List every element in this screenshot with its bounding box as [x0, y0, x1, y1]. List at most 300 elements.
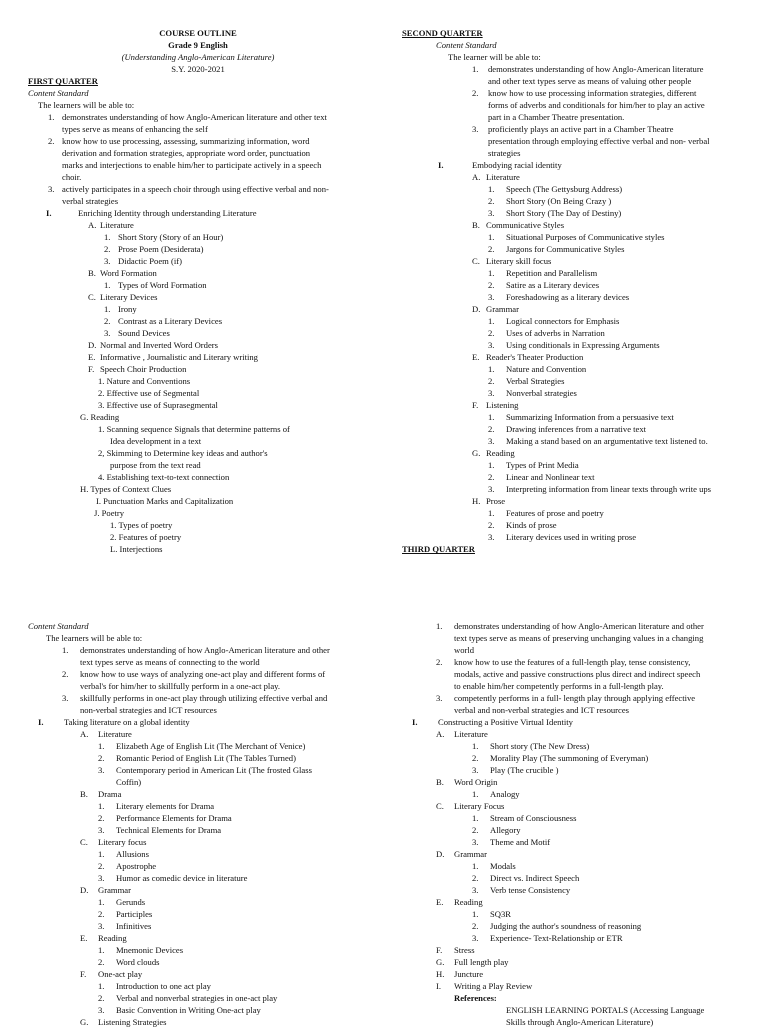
- outline-text: I. Punctuation Marks and Capitalization: [96, 496, 234, 506]
- outline-item: [28, 315, 378, 327]
- outline-item: [28, 1016, 378, 1028]
- outline-item: [402, 255, 752, 267]
- outline-letter: A.: [80, 729, 89, 739]
- outline-number: 3.: [488, 208, 495, 218]
- standard-number: 1.: [48, 112, 55, 122]
- roman-numeral: I.: [46, 208, 52, 218]
- standard-text: verbal and non-verbal strategies and ICT resources: [454, 705, 629, 715]
- outline-letter: D.: [88, 340, 97, 350]
- outline-letter: D.: [80, 885, 89, 895]
- outline-text: Uses of adverbs in Narration: [506, 328, 605, 338]
- standard-line: [402, 87, 752, 99]
- outline-number: 2.: [98, 909, 105, 919]
- outline-item: [402, 824, 752, 836]
- outline-text: Kinds of prose: [506, 520, 557, 530]
- outline-item: [28, 752, 378, 764]
- standard-line: [28, 171, 378, 183]
- outline-text: Features of prose and poetry: [506, 508, 604, 518]
- outline-item: [402, 447, 752, 459]
- outline-number: 2.: [488, 244, 495, 254]
- topic-title: Embodying racial identity: [472, 160, 562, 170]
- outline-number: 2.: [472, 921, 479, 931]
- outline-number: 2.: [98, 753, 105, 763]
- outline-text: Analogy: [490, 789, 520, 799]
- quarter-heading-text: SECOND QUARTER: [402, 28, 483, 38]
- outline-text: Short story (The New Dress): [490, 741, 590, 751]
- outline-item: [402, 896, 752, 908]
- outline-item: [402, 776, 752, 788]
- topic-title: Taking literature on a global identity: [64, 717, 190, 727]
- outline-item: [402, 812, 752, 824]
- outline-item: [28, 423, 378, 435]
- reference-text: Skills through Anglo-American Literature): [506, 1017, 654, 1027]
- outline-item: [28, 920, 378, 932]
- doc-subtitle: Grade 9 English: [168, 40, 228, 50]
- outline-item: [402, 471, 752, 483]
- standard-line: [28, 111, 378, 123]
- outline-item: [28, 291, 378, 303]
- standard-number: 1.: [62, 645, 69, 655]
- outline-text: Allusions: [116, 849, 149, 859]
- outline-text: Satire as a Literary devices: [506, 280, 600, 290]
- standard-text: demonstrates understanding of how Anglo-American literature and other text: [62, 112, 327, 122]
- standard-line: [402, 692, 752, 704]
- standard-line: [28, 195, 378, 207]
- outline-text: Literary focus: [98, 837, 147, 847]
- outline-number: 2.: [488, 376, 495, 386]
- outline-text: 2. Effective use of Segmental: [98, 388, 200, 398]
- outline-number: 3.: [488, 292, 495, 302]
- outline-item: [402, 387, 752, 399]
- topic-line: [402, 716, 752, 728]
- outline-text: Drama: [98, 789, 122, 799]
- outline-item: [28, 231, 378, 243]
- outline-text: Short Story (On Being Crazy ): [506, 196, 612, 206]
- standard-line: [402, 75, 752, 87]
- outline-text: Types of Word Formation: [118, 280, 207, 290]
- outline-number: 1.: [472, 813, 479, 823]
- outline-item: [402, 171, 752, 183]
- outline-item: [402, 728, 752, 740]
- outline-item: [402, 207, 752, 219]
- outline-text: SQ3R: [490, 909, 512, 919]
- outline-text: Literature: [100, 220, 134, 230]
- outline-item: [28, 992, 378, 1004]
- content-standard-text: Content Standard: [28, 88, 89, 98]
- outline-text: Making a stand based on an argumentative text listened to.: [506, 436, 708, 446]
- outline-text: Short Story (The Day of Destiny): [506, 208, 622, 218]
- standard-line: [402, 620, 752, 632]
- standard-text: text types serve as means of preserving unchanging values in a changing: [454, 633, 704, 643]
- outline-text: Elizabeth Age of English Lit (The Merchant of Venice): [116, 741, 306, 751]
- outline-text: Performance Elements for Drama: [116, 813, 232, 823]
- standard-text: proficiently plays an active part in a Chamber Theatre: [488, 124, 674, 134]
- outline-item: [28, 255, 378, 267]
- outline-number: 3.: [488, 340, 495, 350]
- outline-number: 2.: [472, 825, 479, 835]
- outline-item: [402, 836, 752, 848]
- standard-text: demonstrates understanding of how Anglo-American literature: [488, 64, 704, 74]
- outline-number: 1.: [98, 801, 105, 811]
- intro-line: [28, 632, 378, 644]
- outline-letter: A.: [472, 172, 481, 182]
- outline-item: [402, 231, 752, 243]
- standard-text: actively participates in a speech choir through using effective verbal and non-: [62, 184, 329, 194]
- topic-line: [28, 716, 378, 728]
- outline-number: 1.: [488, 232, 495, 242]
- outline-item: [402, 848, 752, 860]
- outline-text: Verbal and nonverbal strategies in one-act play: [116, 993, 278, 1003]
- standard-number: 3.: [472, 124, 479, 134]
- outline-item: [402, 459, 752, 471]
- outline-text: Reading: [98, 933, 127, 943]
- outline-text: Summarizing Information from a persuasive text: [506, 412, 674, 422]
- outline-text: Stress: [454, 945, 475, 955]
- outline-text: 3. Effective use of Suprasegmental: [98, 400, 218, 410]
- outline-letter: G.: [80, 1017, 89, 1027]
- outline-item: [402, 920, 752, 932]
- outline-number: 1.: [104, 232, 111, 242]
- outline-letter: H.: [436, 969, 445, 979]
- outline-item: [28, 339, 378, 351]
- outline-text: Foreshadowing as a literary devices: [506, 292, 630, 302]
- standard-text: text types serve as means of connecting to the world: [80, 657, 260, 667]
- standard-line: [402, 111, 752, 123]
- quarter-heading: [402, 27, 752, 39]
- standard-number: 2.: [436, 657, 443, 667]
- outline-item: [402, 195, 752, 207]
- outline-letter: E.: [88, 352, 96, 362]
- outline-item: [28, 495, 378, 507]
- outline-letter: D.: [472, 304, 481, 314]
- outline-item: [402, 872, 752, 884]
- outline-text: Listening Strategies: [98, 1017, 167, 1027]
- outline-number: 2.: [488, 520, 495, 530]
- outline-text: 2. Features of poetry: [110, 532, 182, 542]
- standard-line: [402, 123, 752, 135]
- outline-text: Literary devices used in writing prose: [506, 532, 637, 542]
- intro-line: [28, 99, 378, 111]
- outline-text: Reading: [454, 897, 483, 907]
- outline-letter: F.: [436, 945, 443, 955]
- content-standard-label: [28, 620, 378, 632]
- outline-text: Linear and Nonlinear text: [506, 472, 595, 482]
- outline-item: [28, 351, 378, 363]
- outline-number: 1.: [98, 897, 105, 907]
- standard-number: 1.: [436, 621, 443, 631]
- outline-item: [402, 764, 752, 776]
- outline-item: [28, 375, 378, 387]
- outline-text: Reader's Theater Production: [486, 352, 584, 362]
- standard-text: know how to use ways of analyzing one-act play and different forms of: [80, 669, 326, 679]
- outline-item: [28, 860, 378, 872]
- outline-item: [28, 483, 378, 495]
- outline-text: Allegory: [490, 825, 521, 835]
- outline-text: Literature: [486, 172, 520, 182]
- outline-number: 1.: [98, 741, 105, 751]
- outline-item: [28, 267, 378, 279]
- topic-title: Enriching Identity through understanding Literature: [78, 208, 257, 218]
- outline-number: 1.: [98, 945, 105, 955]
- outline-text: Sound Devices: [118, 328, 170, 338]
- outline-letter: C.: [436, 801, 444, 811]
- outline-item: [28, 836, 378, 848]
- doc-title: COURSE OUTLINE: [159, 28, 237, 38]
- outline-text: 1. Nature and Conventions: [98, 376, 191, 386]
- outline-item: [402, 411, 752, 423]
- outline-item: [28, 800, 378, 812]
- outline-text: Word clouds: [116, 957, 160, 967]
- standard-number: 3.: [48, 184, 55, 194]
- outline-item: [28, 531, 378, 543]
- standard-line: [402, 680, 752, 692]
- outline-item: [402, 908, 752, 920]
- topic-line: [28, 207, 378, 219]
- reference-line: [402, 1004, 752, 1016]
- outline-text: H. Types of Context Clues: [80, 484, 172, 494]
- outline-letter: H.: [472, 496, 481, 506]
- outline-item: [402, 279, 752, 291]
- standard-line: [402, 656, 752, 668]
- standard-line: [402, 668, 752, 680]
- outline-letter: E.: [436, 897, 444, 907]
- outline-letter: B.: [436, 777, 444, 787]
- outline-text: L. Interjections: [110, 544, 163, 554]
- standard-line: [28, 159, 378, 171]
- outline-item: [28, 872, 378, 884]
- standard-number: 2.: [48, 136, 55, 146]
- outline-item: [28, 956, 378, 968]
- outline-text: Short Story (Story of an Hour): [118, 232, 224, 242]
- outline-text: Literary skill focus: [486, 256, 552, 266]
- intro-text: The learners will be able to:: [38, 100, 135, 110]
- outline-text: Normal and Inverted Word Orders: [100, 340, 218, 350]
- outline-text: Nonverbal strategies: [506, 388, 577, 398]
- outline-item: [28, 932, 378, 944]
- outline-item: [28, 776, 378, 788]
- intro-text: The learners will be able to:: [46, 633, 143, 643]
- outline-item: [28, 435, 378, 447]
- outline-number: 1.: [104, 304, 111, 314]
- outline-text: Informative , Journalistic and Literary writing: [100, 352, 258, 362]
- outline-text: Repetition and Parallelism: [506, 268, 598, 278]
- outline-text: Stream of Consciousness: [490, 813, 577, 823]
- standard-line: [28, 668, 378, 680]
- outline-item: [402, 519, 752, 531]
- outline-item: [402, 788, 752, 800]
- content-standard-text: Content Standard: [436, 40, 497, 50]
- outline-item: [402, 219, 752, 231]
- standard-text: know how to use the features of a full-length play, tense consistency,: [454, 657, 691, 667]
- outline-text: Using conditionals in Expressing Arguments: [506, 340, 660, 350]
- outline-item: [402, 884, 752, 896]
- outline-number: 3.: [472, 885, 479, 895]
- roman-numeral: I.: [438, 160, 444, 170]
- standard-text: demonstrates understanding of how Anglo-American literature and other: [454, 621, 704, 631]
- first-quarter: [28, 75, 378, 555]
- outline-item: [28, 980, 378, 992]
- outline-number: 2.: [104, 316, 111, 326]
- outline-text: Speech (The Gettysburg Address): [506, 184, 623, 194]
- outline-item: [28, 243, 378, 255]
- outline-text: One-act play: [98, 969, 143, 979]
- outline-item: [28, 507, 378, 519]
- outline-number: 1.: [472, 789, 479, 799]
- standard-line: [28, 704, 378, 716]
- standard-line: [402, 632, 752, 644]
- outline-number: 2.: [98, 813, 105, 823]
- outline-item: [402, 483, 752, 495]
- outline-item: [28, 387, 378, 399]
- outline-letter: C.: [472, 256, 480, 266]
- standard-text: types serve as means of enhancing the self: [62, 124, 208, 134]
- outline-text: Writing a Play Review: [454, 981, 533, 991]
- outline-text: purpose from the text read: [110, 460, 201, 470]
- outline-text: Listening: [486, 400, 519, 410]
- outline-text: Literature: [98, 729, 132, 739]
- outline-number: 1.: [98, 981, 105, 991]
- outline-text: Irony: [118, 304, 137, 314]
- outline-text: 2, Skimming to Determine key ideas and author's: [98, 448, 268, 458]
- outline-item: [28, 896, 378, 908]
- outline-text: Idea development in a text: [110, 436, 202, 446]
- outline-text: Judging the author's soundness of reasoning: [490, 921, 642, 931]
- outline-number: 3.: [472, 933, 479, 943]
- outline-item: [28, 1004, 378, 1016]
- fourth-quarter: [402, 620, 752, 1028]
- outline-number: 3.: [488, 436, 495, 446]
- outline-number: 3.: [98, 921, 105, 931]
- outline-text: Grammar: [454, 849, 487, 859]
- outline-text: Prose: [486, 496, 506, 506]
- outline-item: [402, 752, 752, 764]
- outline-text: Juncture: [454, 969, 484, 979]
- outline-text: Communicative Styles: [486, 220, 565, 230]
- outline-item: [28, 764, 378, 776]
- standard-text: non-verbal strategies and ICT resources: [80, 705, 217, 715]
- outline-item: [402, 315, 752, 327]
- outline-text: Apostrophe: [116, 861, 157, 871]
- standard-text: demonstrates understanding of how Anglo-American literature and other: [80, 645, 330, 655]
- outline-number: 1.: [488, 364, 495, 374]
- outline-text: Jargons for Communicative Styles: [506, 244, 625, 254]
- outline-item: [402, 932, 752, 944]
- outline-item: [402, 860, 752, 872]
- outline-letter: A.: [88, 220, 97, 230]
- outline-number: 1.: [98, 849, 105, 859]
- quarter-heading: [28, 75, 378, 87]
- outline-text: Literary elements for Drama: [116, 801, 215, 811]
- standard-line: [402, 99, 752, 111]
- outline-item: [28, 884, 378, 896]
- standard-line: [28, 656, 378, 668]
- outline-letter: F.: [472, 400, 479, 410]
- outline-item: [402, 495, 752, 507]
- outline-text: Grammar: [486, 304, 519, 314]
- standard-line: [28, 692, 378, 704]
- outline-letter: E.: [472, 352, 480, 362]
- content-standard-text: Content Standard: [28, 621, 89, 631]
- content-standard-label: [28, 87, 378, 99]
- outline-item: [402, 339, 752, 351]
- outline-text: Technical Elements for Drama: [116, 825, 222, 835]
- third-quarter: [28, 620, 378, 1028]
- outline-number: 2.: [472, 753, 479, 763]
- school-year: S.Y. 2020-2021: [171, 64, 225, 74]
- outline-text: Full length play: [454, 957, 509, 967]
- outline-letter: I.: [436, 981, 442, 991]
- outline-text: Types of Print Media: [506, 460, 579, 470]
- outline-letter: F.: [80, 969, 87, 979]
- next-quarter-heading: [402, 543, 752, 555]
- standard-text: to enable him/her competently performs in a full-length play.: [454, 681, 664, 691]
- outline-text: Literary Focus: [454, 801, 505, 811]
- outline-item: [28, 519, 378, 531]
- outline-item: [402, 980, 752, 992]
- outline-item: [402, 243, 752, 255]
- outline-text: Contrast as a Literary Devices: [118, 316, 223, 326]
- outline-letter: E.: [80, 933, 88, 943]
- outline-number: 3.: [104, 256, 111, 266]
- outline-letter: C.: [88, 292, 96, 302]
- standard-line: [402, 135, 752, 147]
- outline-text: Experience- Text-Relationship or ETR: [490, 933, 623, 943]
- outline-letter: A.: [436, 729, 445, 739]
- standard-line: [28, 644, 378, 656]
- outline-item: [402, 956, 752, 968]
- outline-text: Reading: [486, 448, 515, 458]
- standard-line: [28, 123, 378, 135]
- outline-letter: G.: [436, 957, 445, 967]
- outline-text: Situational Purposes of Communicative styles: [506, 232, 665, 242]
- standard-number: 3.: [436, 693, 443, 703]
- second-quarter: [402, 27, 752, 555]
- outline-text: Participles: [116, 909, 153, 919]
- outline-text: Literature: [454, 729, 488, 739]
- outline-text: 1. Types of poetry: [110, 520, 173, 530]
- outline-number: 3.: [98, 825, 105, 835]
- outline-letter: D.: [436, 849, 445, 859]
- roman-numeral: I.: [412, 717, 418, 727]
- outline-letter: B.: [80, 789, 88, 799]
- outline-number: 1.: [488, 508, 495, 518]
- outline-text: 1. Scanning sequence Signals that determine patterns of: [98, 424, 290, 434]
- outline-item: [402, 375, 752, 387]
- standard-text: skillfully performs in one-act play through utilizing effective verbal and: [80, 693, 328, 703]
- standard-number: 1.: [472, 64, 479, 74]
- references-label: References:: [454, 993, 497, 1003]
- outline-number: 3.: [488, 484, 495, 494]
- outline-item: [28, 399, 378, 411]
- reference-text: ENGLISH LEARNING PORTALS (Accessing Language: [506, 1005, 705, 1015]
- outline-text: Mnemonic Devices: [116, 945, 184, 955]
- outline-number: 3.: [98, 873, 105, 883]
- outline-number: 2.: [98, 993, 105, 1003]
- outline-number: 3.: [104, 328, 111, 338]
- standard-text: part in a Chamber Theatre presentation.: [488, 112, 625, 122]
- outline-item: [402, 531, 752, 543]
- standard-line: [28, 147, 378, 159]
- course-name: (Understanding Anglo-American Literature): [121, 52, 275, 62]
- standard-line: [402, 63, 752, 75]
- outline-item: [402, 303, 752, 315]
- outline-item: [28, 788, 378, 800]
- standard-text: and other text types serve as means of valuing other people: [488, 76, 692, 86]
- outline-text: Verb tense Consistency: [490, 885, 571, 895]
- outline-number: 2.: [472, 873, 479, 883]
- outline-item: [28, 944, 378, 956]
- standard-line: [28, 183, 378, 195]
